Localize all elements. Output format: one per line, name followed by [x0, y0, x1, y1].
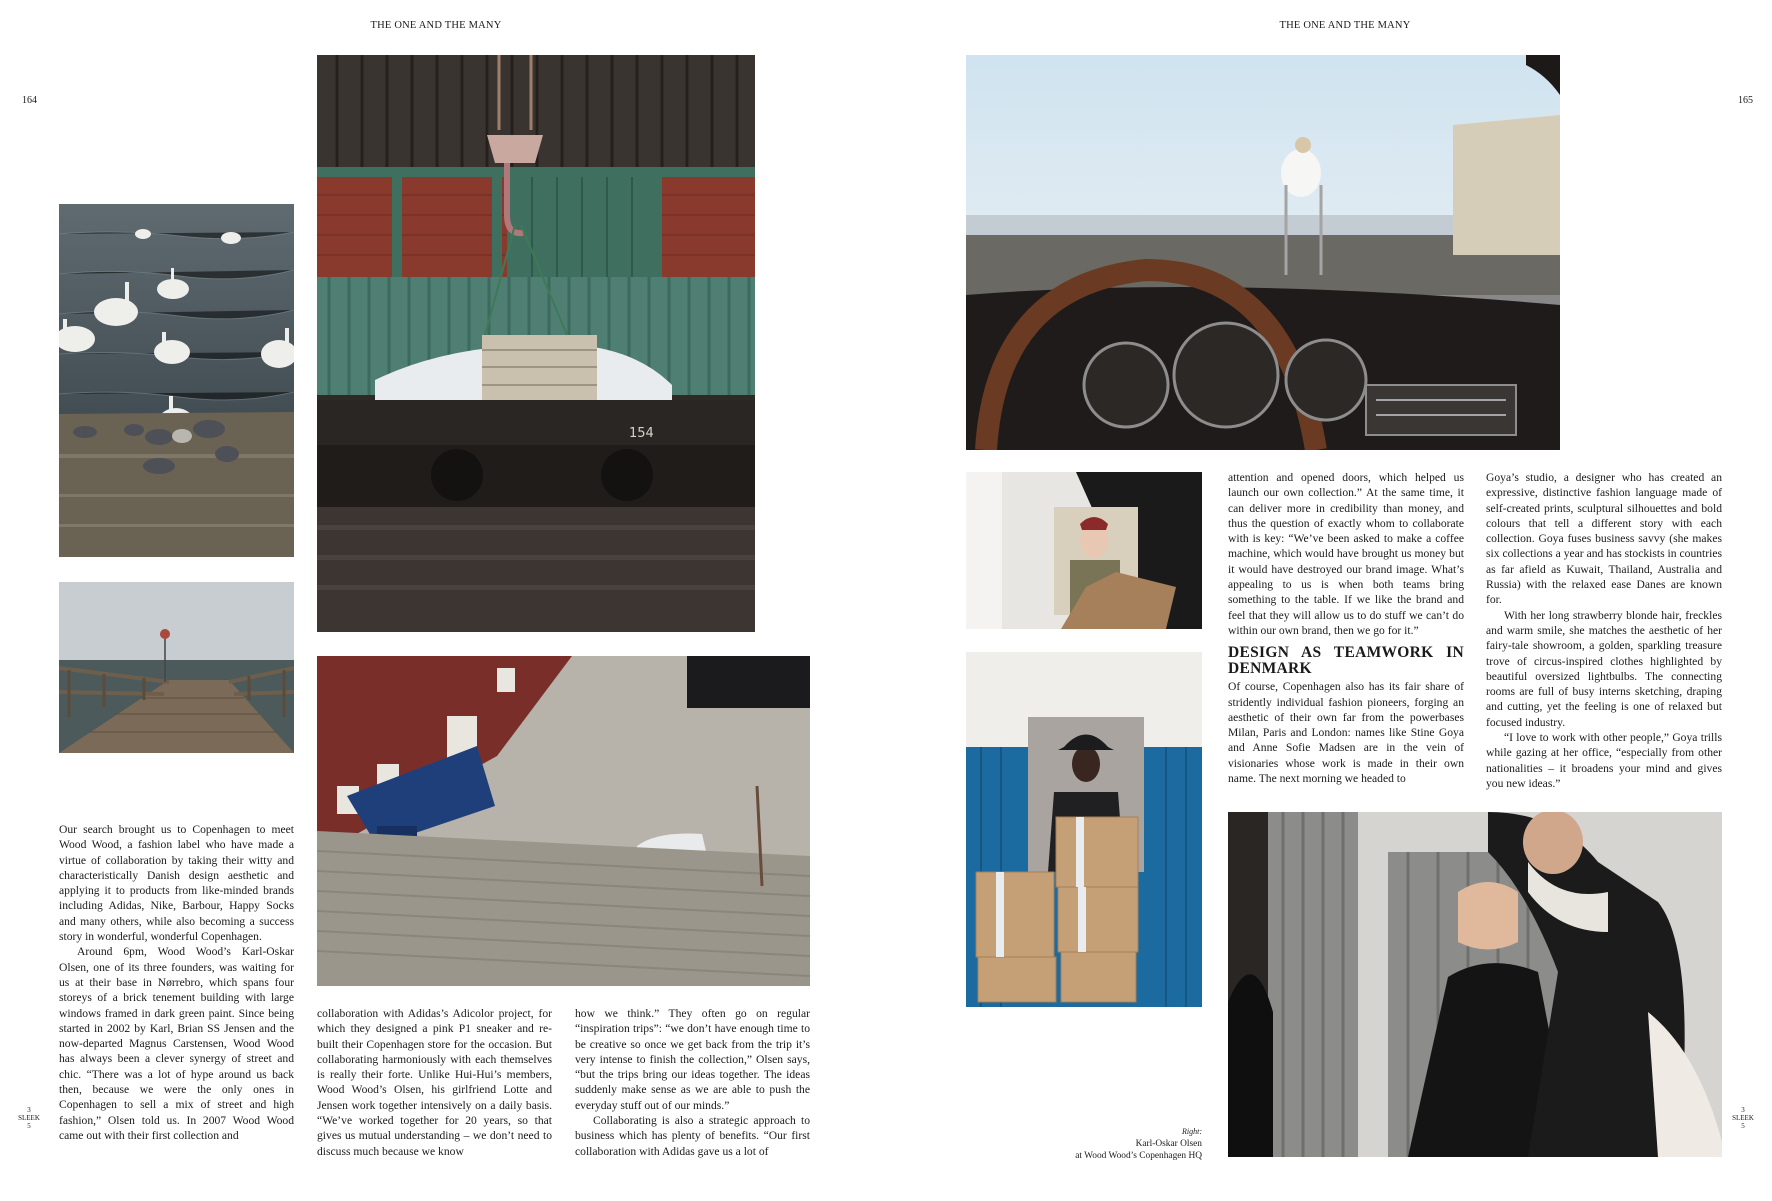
photo-crane-wagon: [317, 55, 755, 632]
photo-dashboard: [966, 55, 1560, 450]
page-number-right: 165: [1738, 95, 1753, 106]
paragraph: collaboration with Adidas’s Adicolor project, for which they designed a pink P1 sneaker and re-built their Copenhagen store for the occasion. But collaborating harmoniously with each themselves is really their forte. Unlike Hui-Hui’s members, Wood Wood’s Olsen, his girlfriend Lotte and Jensen work together intensively on a daily basis. “We’ve worked together for 20 years, so that gives us mutual understanding – we don’t need to discuss much because we know: [317, 1007, 552, 1158]
paragraph: “I love to work with other people,” Goya trills while gazing at her office, “especially from other nationalities – it broadens your mind and gives you new ideas.”: [1486, 731, 1722, 790]
running-head-right: THE ONE AND THE MANY: [1279, 20, 1411, 31]
page-number-left: 164: [22, 95, 37, 106]
photo-caption: [1002, 1126, 1202, 1162]
left-column-2: [317, 1006, 552, 1161]
photo-studio-print: [966, 472, 1202, 629]
paragraph: Around 6pm, Wood Wood’s Karl-Oskar Olsen, one of its three founders, was waiting for us at their base in Nørrebro, which spans four storeys of a brick tenement building with large windows framed in dark green paint. Since being started in 2002 by Karl, Brian SS Jensen and the now-departed Magnus Carstensen, Wood Wood has always been a clever synergy of street and chic. “There was a lot of hype around us back then, because we were the only ones in Copenhagen to sell a mix of street and high fashion,” Olsen told us. In 2007 Wood Wood came out with their first collection and: [59, 945, 294, 1142]
paragraph: Goya’s studio, a designer who has created an expressive, distinctive fashion language made of self-created prints, sculptural silhouettes and bold colours that tell a different story with each collection. Goya fuses business savvy (she makes six collections a year and has stockists in countries as far afield as Kuwait, Thailand, Australia and Russia) with the relaxed ease Danes are known for.: [1486, 471, 1722, 607]
section-heading: DESIGN AS TEAMWORK IN DENMARK: [1228, 644, 1464, 677]
paragraph: With her long strawberry blonde hair, freckles and warm smile, she matches the aesthetic of her fairy-tale showroom, a golden, sparkling treasure trove of circus-inspired clothes highlighted by beautiful oversized lightbulbs. The connecting rooms are full of busy interns sketching, draping and cutting, yet the feeling is one of relaxed but focused industry.: [1486, 608, 1722, 729]
paragraph: Of course, Copenhagen also has its fair share of stridently individual fashion pioneers, forging an aesthetic of their own far from the powerbases Milan, Paris and London: names like Stine Goya and Anne Sofie Madsen are in the vein of visionaries whose work is made in their own name. The next morning we headed to: [1228, 680, 1464, 786]
sleek-logo-right: 3 SLEEK 5: [1732, 1106, 1754, 1130]
right-column-1: [1228, 470, 1464, 795]
paragraph: Collaborating is also a strategic approach to business which has plenty of benefits. “Our first collaboration with Adidas gave us a lot of: [575, 1114, 810, 1158]
caption-label: Right:: [1182, 1127, 1202, 1136]
paragraph: Our search brought us to Copenhagen to meet Wood Wood, a fashion label who have made a virtue of collaboration by taking their witty and characteristically Danish design aesthetic and applying it to products from like-minded brands including Adidas, Nike, Barbour, Happy Socks and many others, while also becoming a success story in wonderful, wonderful Copenhagen.: [59, 823, 294, 944]
paragraph: how we think.” They often go on regular “inspiration trips”: “we don’t have enough time to be creative so once we get back from the trip it’s very intense to finish the collection,” Olsen says, “but the trips bring our ideas together. The ideas suddenly make sense as we are able to push the everyday stuff out of our minds.”: [575, 1007, 810, 1112]
sleek-logo-left: 3 SLEEK 5: [18, 1106, 40, 1130]
photo-swans: [59, 204, 294, 557]
caption-line-2: at Wood Wood’s Copenhagen HQ: [1075, 1151, 1202, 1161]
photo-hat-portrait: [966, 652, 1202, 1007]
photo-karl-oskar-olsen: [1228, 812, 1722, 1157]
paragraph: attention and opened doors, which helped us launch our own collection.” At the same time, it can deliver more in credibility than money, and thus the question of exactly whom to collaborate with is key: “We’ve been asked to make a coffee machine, which would have brought us money but it would have destroyed our brand image. What’s appealing to us is when both teams bring something to the table. If we like the brand and feel that they will allow us to do stuff we can’t do within our own brand, then we go for it.”: [1228, 471, 1464, 637]
right-column-2: [1486, 470, 1722, 795]
left-column-1: [59, 822, 294, 1162]
photo-jetty: [59, 582, 294, 753]
caption-line-1: Karl-Oskar Olsen: [1135, 1139, 1202, 1149]
running-head-left: THE ONE AND THE MANY: [370, 20, 502, 31]
left-column-3: [575, 1006, 810, 1161]
wagon-number: 154: [629, 426, 654, 441]
photo-courtyard: [317, 656, 810, 986]
